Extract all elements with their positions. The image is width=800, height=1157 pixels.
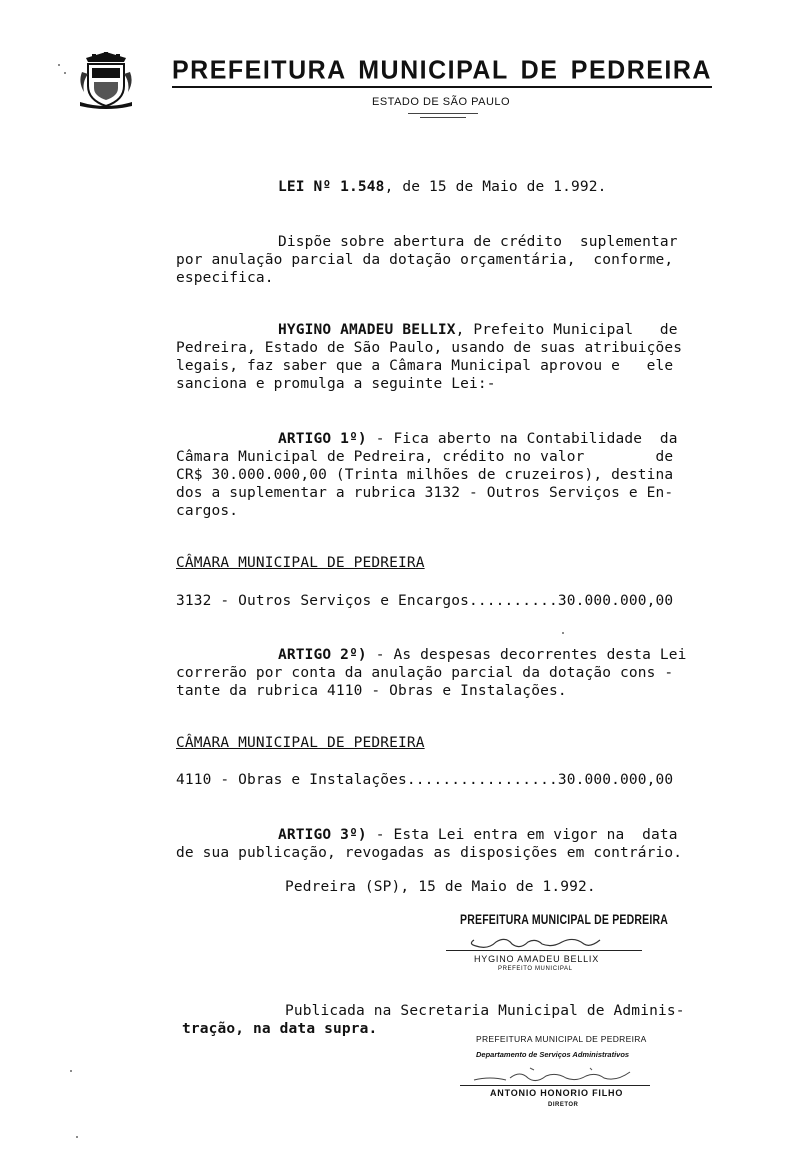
scan-speck (58, 64, 60, 66)
article-3-line: de sua publicação, revogadas as disposições em contrário. (176, 845, 683, 861)
subtitle-rule (420, 117, 466, 118)
director-stamp-dept: Departamento de Serviços Administrativos (476, 1050, 630, 1059)
letterhead-title: PREFEITURA MUNICIPAL DE PEDREIRA (172, 55, 712, 85)
article-1-line: Câmara Municipal de Pedreira, crédito no valor de (176, 449, 674, 465)
budget-line-item: 4110 - Obras e Instalações.................30.000.000,00 (176, 772, 674, 788)
mayor-stamp-name: HYGINO AMADEU BELLIX (474, 954, 600, 964)
section-heading: CÂMARA MUNICIPAL DE PEDREIRA (176, 735, 425, 751)
article-2-line: ARTIGO 2º) - As despesas decorrentes desta Lei (278, 647, 687, 663)
law-date: , de 15 de Maio de 1.992. (384, 179, 607, 195)
article-1-line: dos a suplementar a rubrica 3132 - Outros Serviços e En- (176, 485, 674, 501)
law-number: LEI Nº 1.548 (278, 179, 385, 195)
preamble-line: HYGINO AMADEU BELLIX, Prefeito Municipal de (278, 322, 678, 338)
subtitle-rule (408, 113, 478, 114)
preamble-line: Pedreira, Estado de São Paulo, usando de suas atribuições (176, 340, 683, 356)
article-2-line: correrão por conta da anulação parcial da dotação cons - (176, 665, 674, 681)
article-3-label: ARTIGO 3º) (278, 827, 367, 843)
article-2-line: tante da rubrica 4110 - Obras e Instalações. (176, 683, 567, 699)
letterhead-rule (172, 86, 712, 88)
ementa-line: especifica. (176, 270, 274, 286)
director-stamp-org: PREFEITURA MUNICIPAL DE PEDREIRA (476, 1034, 647, 1044)
article-1-line: cargos. (176, 503, 239, 519)
place-date: Pedreira (SP), 15 de Maio de 1.992. (285, 879, 596, 895)
scan-speck (64, 72, 66, 74)
mayor-name: HYGINO AMADEU BELLIX (278, 322, 456, 338)
mayor-stamp-role: PREFEITO MUNICIPAL (498, 966, 573, 972)
director-stamp-role: DIRETOR (548, 1102, 579, 1108)
publication-line: tração, na data supra. (182, 1021, 378, 1037)
article-1-line: CR$ 30.000.000,00 (Trinta milhões de cruzeiros), destina (176, 467, 674, 483)
law-title (278, 178, 607, 196)
scan-speck (70, 1070, 72, 1072)
scan-speck (562, 632, 564, 634)
mayor-stamp-org: PREFEITURA MUNICIPAL DE PEDREIRA (460, 912, 669, 928)
scan-speck (76, 1136, 78, 1138)
signature-line (460, 1085, 650, 1086)
ementa-line: por anulação parcial da dotação orçamentária, conforme, (176, 252, 674, 268)
director-stamp-name: ANTONIO HONORIO FILHO (490, 1088, 624, 1098)
publication-line: Publicada na Secretaria Municipal de Adminis- (285, 1003, 685, 1019)
signature-line (446, 950, 642, 951)
coat-of-arms-logo (78, 52, 144, 110)
letterhead-subtitle: ESTADO DE SÃO PAULO (372, 96, 511, 108)
article-3-line: ARTIGO 3º) - Esta Lei entra em vigor na data (278, 827, 678, 843)
preamble-line: sanciona e promulga a seguinte Lei:- (176, 376, 496, 392)
preamble-line: legais, faz saber que a Câmara Municipal aprovou e ele (176, 358, 674, 374)
director-signature (470, 1064, 650, 1086)
article-1-label: ARTIGO 1º) (278, 431, 367, 447)
budget-line-item: 3132 - Outros Serviços e Encargos..........30.000.000,00 (176, 593, 674, 609)
ementa-line: Dispõe sobre abertura de crédito suplementar (278, 234, 678, 250)
section-heading: CÂMARA MUNICIPAL DE PEDREIRA (176, 555, 425, 571)
article-1-line: ARTIGO 1º) - Fica aberto na Contabilidade da (278, 431, 678, 447)
article-2-label: ARTIGO 2º) (278, 647, 367, 663)
